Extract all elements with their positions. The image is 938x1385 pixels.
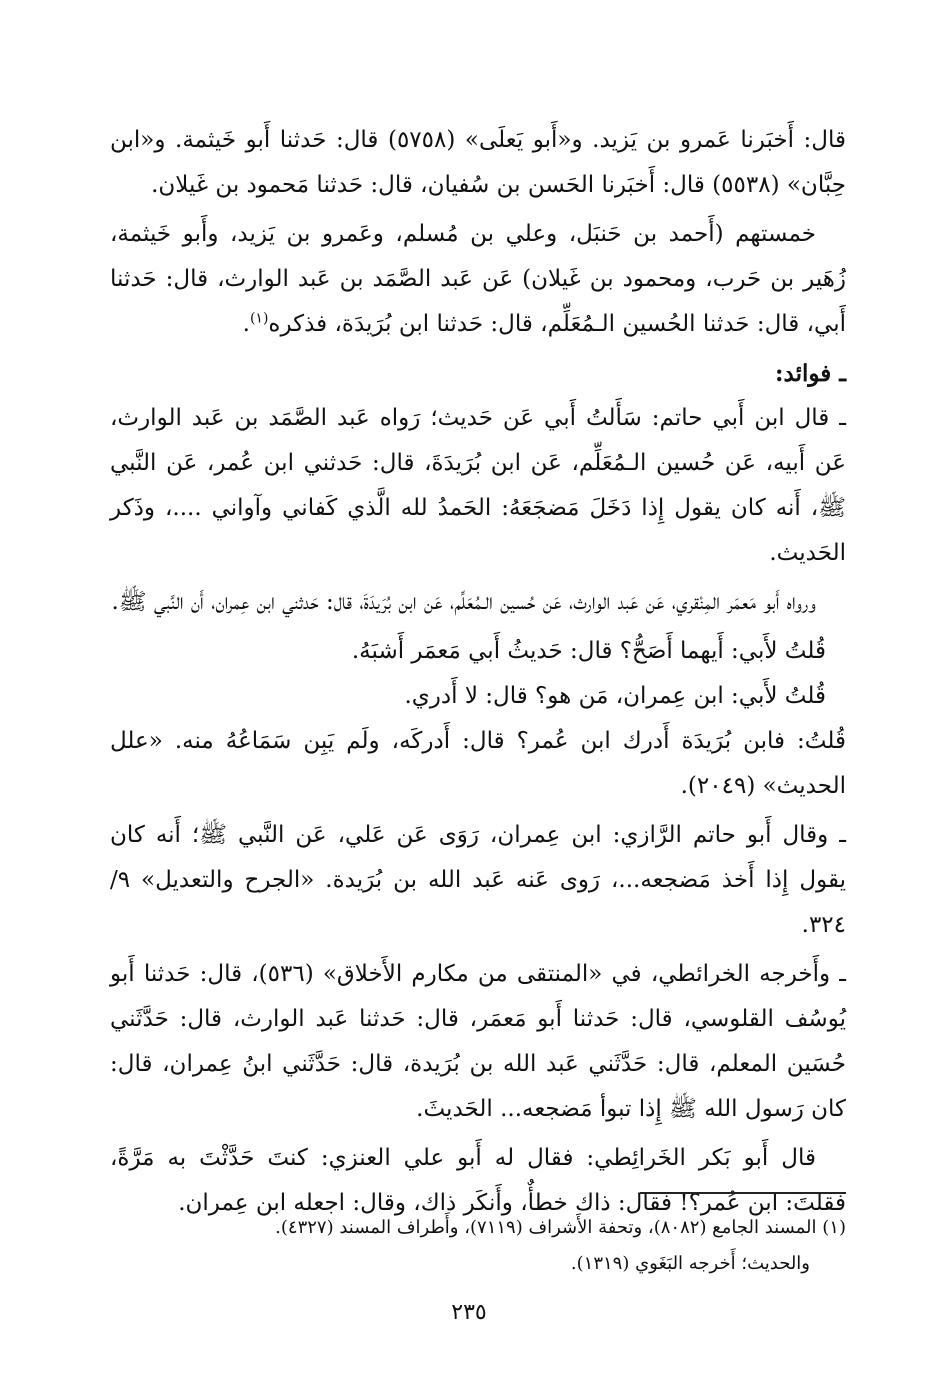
paragraph-8: ـ وقال أَبو حاتم الرَّازي: ابن عِمران، رَوَى عَن عَلي، عَن النَّبي ﷺ؛ أَنه كان يقول إِذا أَخذ مَضجعه...، رَوى عَنه عَبد الله بن بُرَيدة. «الجرح والتعديل» ٩/ ٣٢٤. bbox=[110, 822, 846, 938]
paragraph-6: قُلتُ لأَبي: ابن عِمران، مَن هو؟ قال: لا أَدري. bbox=[404, 683, 826, 709]
footnote-1-continuation: والحديث؛ أَخرجه البَغَوي (١٣١٩). bbox=[570, 1253, 810, 1274]
page-number: ٢٣٥ bbox=[451, 1300, 487, 1325]
paragraph-2-tail: . bbox=[242, 311, 250, 337]
paragraph-10: قال أَبو بَكر الخَرائِطي: فقال له أَبو علي العنزي: كنتَ حَدَّثْتَ به مَرَّةً، فقلتَ: ابن عُمر؟! فقال: ذاك خطأٌ، وأَنكَر ذاك، وقال: اجعله ابن عِمران. bbox=[110, 1145, 846, 1216]
paragraph-2-text: خمستهم (أَحمد بن حَنبَل، وعلي بن مُسلم، وعَمرو بن يَزيد، وأَبو خَيثمة، زُهَير بن حَرب، ومحمود بن غَيلان) عَن عَبد الصَّمَد بن عَبد الوارث، قال: حَدثنا أَبي، قال: حَدثنا الحُسين الـمُعَلِّم، قال: حَدثنا ابن بُرَيدَة، فذكره bbox=[110, 221, 846, 337]
paragraph-3: ـ قال ابن أَبي حاتم: سَأَلتُ أَبي عَن حَديث؛ رَواه عَبد الصَّمَد بن عَبد الوارث، عَن أَبيه، عَن حُسين الـمُعَلِّم، عَن ابن بُرَيدَةَ، قال: حَدثني ابن عُمر، عَن النَّبي ﷺ، أَنه كان يقول إِذا دَخَلَ مَضجَعَهُ: الحَمدُ لله الَّذي كَفاني وآواني ....، وذَكر الحَديث. bbox=[110, 405, 846, 566]
footnote-1: (١) المسند الجامع (٨٠٨٢)، وتحفة الأَشراف (٧١١٩)، وأَطراف المسند (٤٣٢٧). bbox=[275, 1217, 846, 1238]
footnotes bbox=[110, 1210, 846, 1282]
footnote-divider bbox=[640, 1192, 846, 1194]
paragraph-9: ـ وأَخرجه الخرائطي، في «المنتقى من مكارم الأَخلاق» (٥٣٦)، قال: حَدثنا أَبو يُوسُف القلوسي، قال: حَدثنا أَبو مَعمَر، قال: حَدثنا عَبد الوارث، قال: حَدَّثَني حُسَين المعلم، قال: حَدَّثَني عَبد الله بن بُرَيدة، قال: حَدَّثَني ابنُ عِمران، قال: كان رَسول الله ﷺ إِذا تبوأ مَضجعه... الحَديثَ. bbox=[110, 961, 847, 1122]
paragraph-7: قُلتُ: فابن بُرَيدَة أَدرك ابن عُمر؟ قال: أَدركَه، ولَم يَبِن سَمَاعُهُ منه. «علل الحديث» (٢٠٤٩). bbox=[110, 728, 846, 799]
paragraph-4: ورواه أَبو مَعمَر المِنْقري، عَن عَبد الوارث، عَن حُسين الـمُعَلِّم، عَن ابن بُرَيدَةَ، قال: حَدثني ابن عِمران، أَن النَّبي ﷺ. bbox=[111, 589, 816, 615]
page-body bbox=[110, 118, 846, 1230]
section-heading-benefits: ـ فوائد: bbox=[775, 360, 846, 387]
paragraph-1: قال: أَخبَرنا عَمرو بن يَزيد. و«أَبو يَعلَى» (٥٧٥٨) قال: حَدثنا أَبو خَيثمة. و«ابن حِبَّان» (٥٥٣٨) قال: أَخبَرنا الحَسن بن سُفيان، قال: حَدثنا مَحمود بن غَيلان. bbox=[110, 127, 846, 198]
footnote-marker[interactable]: (١) bbox=[249, 310, 269, 327]
paragraph-5: قُلتُ لأَبي: أَيهما أَصَحُّ؟ قال: حَديثُ أَبي مَعمَر أَشبَهُ. bbox=[351, 638, 826, 664]
paragraph-2 bbox=[110, 212, 846, 347]
